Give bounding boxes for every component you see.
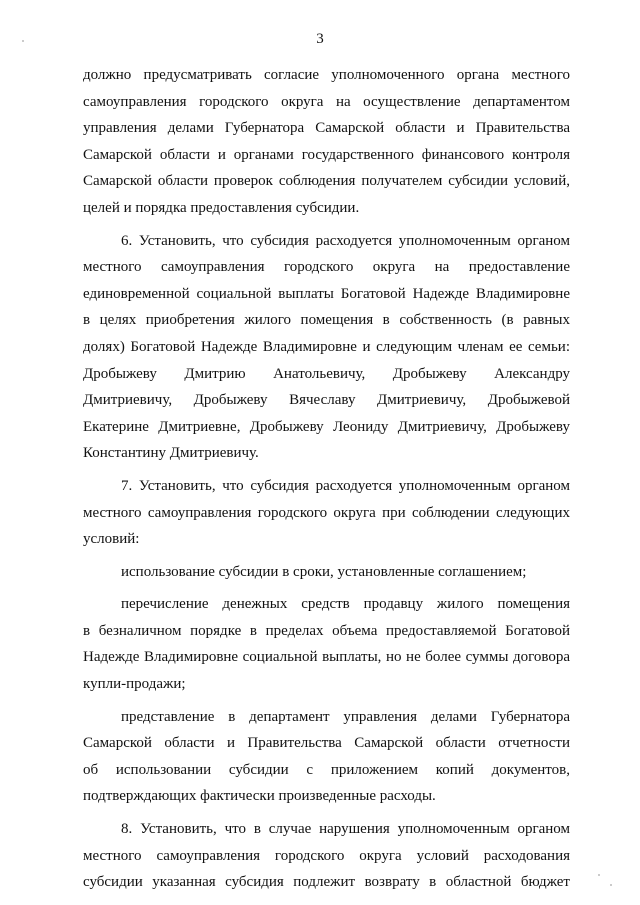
text-line: местного самоуправления городского округа условий расходования bbox=[83, 847, 570, 864]
text-line: Надежде Владимировне социальной выплаты, но не более суммы договора bbox=[83, 649, 570, 666]
text-line: об использовании субсидии с приложением копий документов, bbox=[83, 761, 570, 778]
text-line: Самарской области проверок соблюдения получателем субсидии условий, bbox=[83, 173, 570, 190]
scan-speck bbox=[598, 874, 600, 876]
text-line: представление в департамент управления делами Губернатора bbox=[121, 708, 570, 725]
text-line: 8. Установить, что в случае нарушения уполномоченным органом bbox=[121, 821, 570, 838]
text-line: использование субсидии в сроки, установленные соглашением; bbox=[121, 563, 527, 580]
text-line: долях) Богатовой Надежде Владимировне и следующим членам ее семьи: bbox=[83, 338, 570, 355]
text-line: Екатерине Дмитриевне, Дробыжеву Леониду Дмитриевичу, Дробыжеву bbox=[83, 418, 570, 435]
text-line: единовременной социальной выплаты Богатовой Надежде Владимировне bbox=[83, 285, 570, 302]
text-line: в безналичном порядке в пределах объема предоставляемой Богатовой bbox=[83, 622, 570, 639]
text-line: купли-продажи; bbox=[83, 676, 186, 693]
text-line: Дмитриевичу, Дробыжеву Вячеславу Дмитриевичу, Дробыжевой bbox=[83, 392, 570, 409]
text-line: перечисление денежных средств продавцу жилого помещения bbox=[121, 596, 570, 613]
scan-speck bbox=[22, 40, 24, 42]
text-line: управления делами Губернатора Самарской области и Правительства bbox=[83, 120, 570, 137]
text-line: должно предусматривать согласие уполномоченного органа местного bbox=[83, 67, 570, 83]
text-line: Константину Дмитриевичу. bbox=[83, 445, 259, 462]
text-line: местного самоуправления городского округа на предоставление bbox=[83, 259, 570, 276]
document-body bbox=[83, 62, 570, 896]
text-line: подтверждающих фактически произведенные расходы. bbox=[83, 788, 436, 805]
text-line: Самарской области и Правительства Самарской области отчетности bbox=[83, 735, 570, 752]
scan-speck bbox=[610, 884, 612, 886]
text-line: местного самоуправления городского округа при соблюдении следующих bbox=[83, 504, 570, 521]
text-line: субсидии указанная субсидия подлежит возврату в областной бюджет bbox=[83, 874, 570, 891]
text-line: Самарской области и органами государственного финансового контроля bbox=[83, 146, 570, 163]
text-line: условий: bbox=[83, 531, 140, 548]
page-number: 3 bbox=[316, 31, 324, 47]
text-line: в целях приобретения жилого помещения в собственность (в равных bbox=[83, 312, 570, 329]
text-line: целей и порядка предоставления субсидии. bbox=[83, 199, 360, 216]
text-line: 7. Установить, что субсидия расходуется уполномоченным органом bbox=[121, 477, 570, 494]
text-line: 6. Установить, что субсидия расходуется уполномоченным органом bbox=[121, 232, 570, 249]
text-line: самоуправления городского округа на осуществление департаментом bbox=[83, 93, 570, 110]
text-line: Дробыжеву Дмитрию Анатольевичу, Дробыжеву Александру bbox=[83, 365, 570, 382]
